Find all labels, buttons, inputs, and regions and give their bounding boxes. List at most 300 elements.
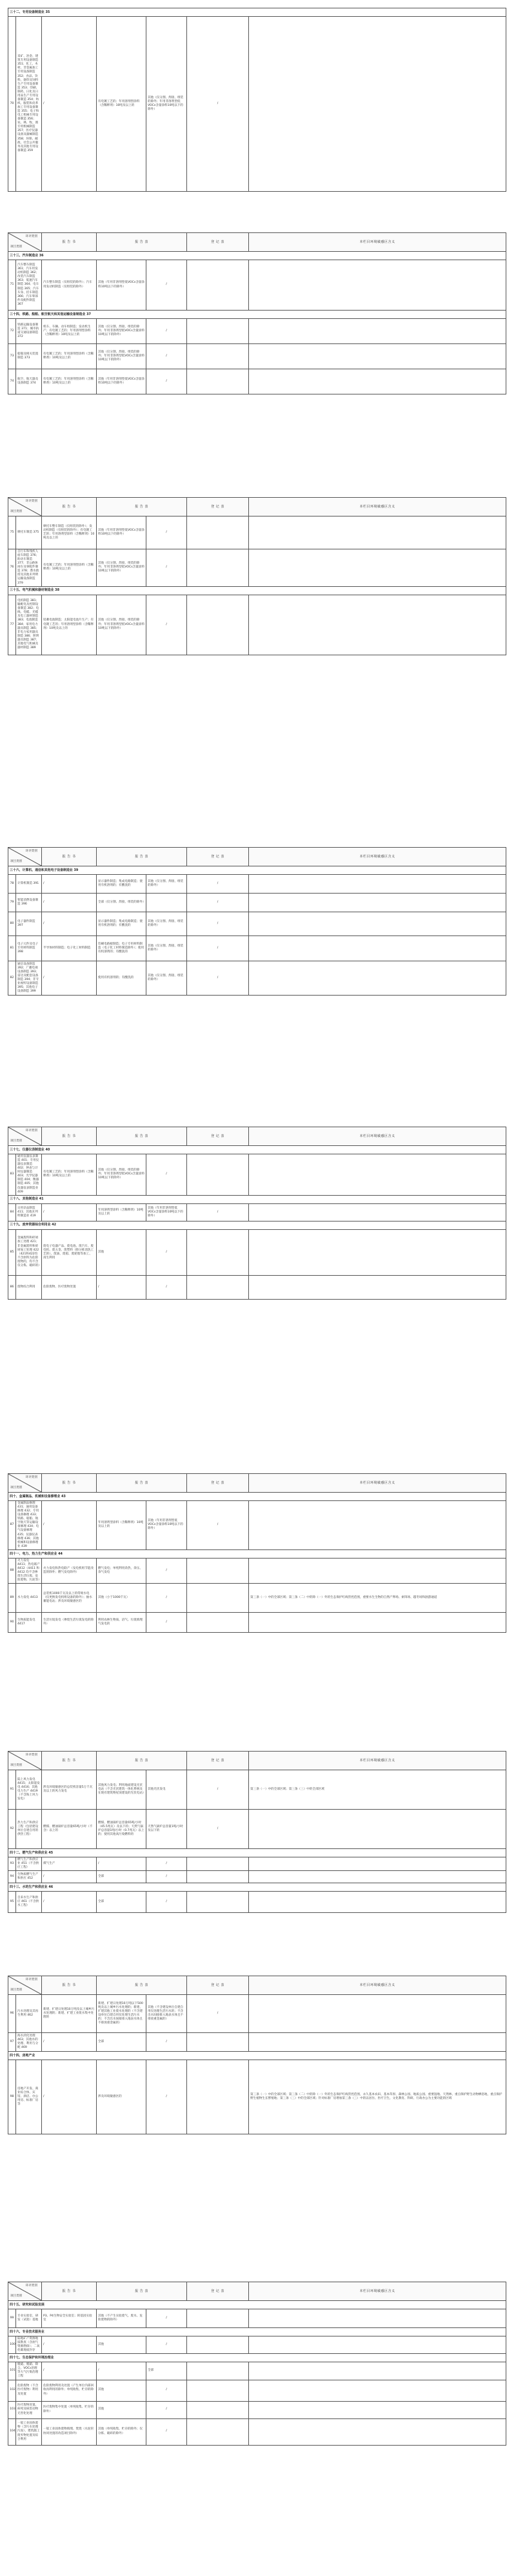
row-number: 98	[8, 2060, 16, 2134]
report-book-header: 报 告 书	[42, 1976, 97, 1995]
report-table-cell: 全部	[97, 1871, 146, 1883]
report-table-cell: 其他（不产生实验废气、废水、危险废物的除外）	[97, 2309, 146, 2328]
category-title: 四十五、研究和试验发展	[8, 2301, 506, 2309]
industry-name: 生物质燃气生产和供应 452	[16, 1871, 42, 1883]
report-book-cell: /	[42, 1501, 97, 1550]
sensitive-area-cell	[249, 1501, 506, 1550]
registration-cell: /	[187, 912, 249, 936]
industry-name: 电子器件制造 397	[16, 912, 42, 936]
report-book-cell: /	[42, 894, 97, 912]
category-title: 三十三、汽车制造业 36	[8, 252, 506, 260]
sensitive-area-cell	[249, 875, 506, 894]
report-book-cell: 煤气生产	[42, 1857, 97, 1871]
report-book-cell: /	[42, 1871, 97, 1883]
industry-name: 金属制品修理 431；通用设备修理 432；专用设备修理 433；铁路、船舶、航空航天等运输设备修理 434；电气设备修理 435；仪器仪表修理 436；其他机械和设备修理业 439	[16, 1501, 42, 1550]
report-table-cell: 全部	[97, 1892, 146, 1913]
diagonal-header-cell	[8, 233, 42, 252]
report-book-cell: P3、P4生物安全实验室；转基因实验室	[42, 2309, 97, 2328]
blank-cell	[187, 2309, 249, 2328]
sensitive-area-header: 本栏目环境敏感区含义	[249, 848, 506, 866]
category-row	[8, 252, 506, 260]
industry-name: 计算机制造 391	[16, 875, 42, 894]
report-book-cell: /	[42, 2060, 97, 2134]
category-title: 三十六、计算机、通信和其他电子设备制造业 39	[8, 866, 506, 875]
report-table-cell: 其他（仅分割、焊接、组装的除外；年用非溶剂型低VOCs含量涂料10吨以下的除外）	[97, 549, 146, 587]
row-number: 90	[8, 1613, 16, 1633]
row-number: 94	[8, 1871, 16, 1883]
registration-cell: /	[146, 2418, 187, 2445]
sensitive-area-cell	[249, 260, 506, 311]
table-row	[8, 1275, 506, 1299]
table-row	[8, 875, 506, 894]
blank-cell	[187, 344, 249, 369]
report-table-header: 报 告 表	[97, 1976, 187, 1995]
report-table-cell: 年用溶剂型涂料（含稀释剂）10吨及以上的	[97, 1203, 146, 1221]
category-row	[8, 1221, 506, 1229]
table-header-row	[8, 1976, 506, 1995]
report-book-cell: 生活垃圾发电（掺烧生活垃圾发电的除外）	[42, 1613, 97, 1633]
industry-name: 通信设备制造 392；广播电视设备制造 393；雷达及配套设备制造 394；非专业视听设备制造 395；其他电子设备制造 399	[16, 961, 42, 996]
table-row	[8, 2033, 506, 2052]
table-row	[8, 1770, 506, 1810]
report-table-header: 报 告 表	[97, 848, 187, 866]
report-table-cell: 其他	[97, 1229, 146, 1275]
item-category-label: 项目类别	[10, 1988, 23, 1992]
registration-cell: /	[187, 1203, 249, 1221]
sensitive-area-cell	[249, 1229, 506, 1275]
diagonal-header-cell	[8, 498, 42, 516]
sensitive-area-cell	[249, 961, 506, 996]
sensitive-area-header: 本栏目环境敏感区含义	[249, 2282, 506, 2301]
report-table-cell: 显示器件制造；集成电路制造；使用有机溶剂的；有酸洗的	[97, 912, 146, 936]
report-table-cell: 其他（仅分割、焊接、组装的除外；年用非溶剂型低VOCs含量涂料10吨以下的除外）	[97, 595, 146, 655]
category-row	[8, 1195, 506, 1203]
sensitive-area-cell	[249, 17, 506, 192]
table-row	[8, 1501, 506, 1550]
sensitive-area-cell: 第三条（一）中的全部区域；第三条（二）中的除（一）外的生态保护红线管控范围，重要水生生物的自然产卵场、索饵场、越冬场和洄游通道	[249, 1584, 506, 1613]
category-row	[8, 2052, 506, 2060]
sensitive-area-header: 本栏目环境敏感区含义	[249, 498, 506, 516]
report-book-cell: 医疗废物集中处置（单纯收集、贮存的除外）	[42, 2401, 97, 2418]
category-title: 四十一、电力、热力生产和供应业 44	[8, 1549, 506, 1558]
blank-cell	[187, 319, 249, 344]
registration-cell: /	[146, 1857, 187, 1871]
sensitive-area-cell	[249, 1203, 506, 1221]
sensitive-area-cell	[249, 1857, 506, 1871]
industry-name: 船舶及相关装置制造 373	[16, 344, 42, 369]
table-row	[8, 260, 506, 311]
sensitive-area-cell	[249, 2033, 506, 2052]
industry-name: 航空、航天器及设备制造 374	[16, 369, 42, 394]
sensitive-area-cell	[249, 2380, 506, 2401]
env-category-label: 环评类别	[25, 500, 37, 503]
table-row	[8, 1203, 506, 1221]
industry-name: 生物质能发电 4417	[16, 1613, 42, 1633]
table-row	[8, 1613, 506, 1633]
blank-cell	[187, 1558, 249, 1583]
table-row	[8, 1892, 506, 1913]
report-table-cell: 全部	[97, 2033, 146, 2052]
category-row	[8, 311, 506, 319]
row-number: 70	[8, 17, 16, 192]
row-number: 81	[8, 936, 16, 961]
industry-name: 热力生产和供应工程（包括建设单位自建自用的供热工程）	[16, 1810, 42, 1849]
item-category-label: 项目类别	[10, 859, 23, 863]
blank-cell	[187, 1613, 249, 1633]
registration-cell: /	[146, 595, 187, 655]
blank-cell	[187, 516, 249, 549]
industry-name: 火力发电 4411；热电联产 4412（4411 和 4412 均不含掺烧生活垃圾、危险废物、污泥等）	[16, 1558, 42, 1583]
report-book-header: 报 告 书	[42, 1752, 97, 1770]
industry-name: 燃气生产和供应业 451（不含供应工程）	[16, 1857, 42, 1871]
report-table-cell: 其他（年用非溶剂型低VOCs含量涂料10吨以下的除外）	[97, 516, 146, 549]
report-table-extra-cell: 其他（仅分割、焊接、组装的除外）	[146, 961, 187, 996]
report-book-cell: /	[42, 2362, 97, 2380]
report-table-cell: 其他（仅分割、焊接、组装的除外；年用非溶剂型低VOCs含量涂料10吨以下的除外）	[97, 319, 146, 344]
blank-cell	[187, 595, 249, 655]
table-row	[8, 1584, 506, 1613]
sensitive-area-cell	[249, 936, 506, 961]
table-row	[8, 961, 506, 996]
category-row	[8, 1549, 506, 1558]
report-table-cell: 燃气发电；单纯利用余热、余压、余气发电	[97, 1558, 146, 1583]
industry-name: 铁路运输设备制造 371；城市轨道交通设备制造 372	[16, 319, 42, 344]
sensitive-area-cell: 第三条（一）中的全部区域；第三条（三）中的全部区域	[249, 1770, 506, 1810]
sensitive-area-cell	[249, 2401, 506, 2418]
table-row	[8, 516, 506, 549]
category-title: 三十七、仪器仪表制造业 40	[8, 1146, 506, 1154]
blank-cell	[187, 2362, 249, 2380]
registration-cell: /	[146, 1871, 187, 1883]
row-number: 92	[8, 1810, 16, 1849]
row-number: 104	[8, 2418, 16, 2445]
report-table-cell: 其他（仅分割、焊接、组装的除外；年用非溶剂型低VOCs含量涂料10吨以下的除外）	[97, 344, 146, 369]
classification-table	[8, 8, 506, 192]
report-table-extra-cell: 其他光伏发电	[146, 1770, 187, 1810]
table-row	[8, 2362, 506, 2380]
report-table-extra-cell: 其他（仅分割、焊接、组装的除外）	[146, 936, 187, 961]
registration-cell: /	[146, 344, 187, 369]
category-row	[8, 1883, 506, 1892]
industry-name: 医疗废物处置、病死及病害动物无害化处理	[16, 2401, 42, 2418]
category-title: 三十二、专用设备制造业 35	[8, 8, 506, 17]
report-book-cell: 汽车整车制造（仅组装的除外）；汽车用发动机制造（仅组装的除外）	[42, 260, 97, 311]
row-number: 99	[8, 2309, 16, 2328]
report-table-extra-cell	[146, 894, 187, 912]
industry-name: 自行车和残疾人座车制造 376；助动车制造 377；非公路休闲车及零配件制造 378；潜水救捞及其他未列明运输设备制造 379	[16, 549, 42, 587]
registration-cell: /	[146, 1154, 187, 1196]
blank-cell	[187, 1892, 249, 1913]
report-book-cell: 火力发电和热电联产（发电机组节能改造的除外；燃气发电除外）	[42, 1558, 97, 1583]
row-number: 96	[8, 1995, 16, 2033]
report-book-cell: 有电镀工艺的；年用溶剂型涂料（含稀释剂）10吨及以上的	[42, 549, 97, 587]
table-row	[8, 936, 506, 961]
category-row	[8, 8, 506, 17]
sensitive-area-cell	[249, 595, 506, 655]
industry-name: 一般工业固体废物（含污水处理污泥）、建筑施工废弃物处置及综合利用	[16, 2418, 42, 2445]
row-number: 97	[8, 2033, 16, 2052]
blank-cell	[187, 2401, 249, 2418]
report-table-extra-cell: 其他（年用非溶剂型低VOCs含量涂料10吨以下的除外）	[146, 1501, 187, 1550]
registration-cell: /	[146, 2380, 187, 2401]
report-book-header: 报 告 书	[42, 233, 97, 252]
table-row	[8, 1229, 506, 1275]
row-number: 82	[8, 961, 16, 996]
registration-header: 登 记 表	[187, 498, 249, 516]
registration-cell: /	[187, 894, 249, 912]
report-book-header: 报 告 书	[42, 848, 97, 866]
registration-header: 登 记 表	[187, 1474, 249, 1493]
sensitive-area-header: 本栏目环境敏感区含义	[249, 1752, 506, 1770]
registration-cell: /	[187, 875, 249, 894]
report-book-cell: 半导体材料制造；电子化工材料制造	[42, 936, 97, 961]
diagonal-header-cell	[8, 848, 42, 866]
category-row	[8, 586, 506, 595]
diagonal-header-cell	[8, 1474, 42, 1493]
table-row	[8, 2060, 506, 2134]
registration-header: 登 记 表	[187, 848, 249, 866]
report-table-cell: 其他（小于1000千瓦）	[97, 1584, 146, 1613]
report-table-extra-cell: 天然气锅炉总容量1吨/小时及以下的	[146, 1810, 187, 1849]
item-category-label: 项目类别	[10, 1486, 23, 1489]
report-book-cell: 危险废物、医疗废物处置	[42, 1275, 97, 1299]
diagonal-header-cell	[8, 1752, 42, 1770]
industry-name: 陆地矿产资源地质勘查（含油气资源勘探）；二氧化碳地质封存	[16, 2336, 42, 2354]
item-category-label: 项目类别	[10, 245, 23, 249]
row-number: 71	[8, 260, 16, 311]
row-number: 79	[8, 894, 16, 912]
sensitive-area-cell	[249, 2336, 506, 2354]
report-book-cell: 铅蓄电池制造；太阳能电池片生产；有电镀工艺的；年用溶剂型涂料（含稀释剂）10吨及以上的	[42, 595, 97, 655]
report-book-cell: 总装机1000千瓦及以上的常规水电（仅更换发电机组设备的除外）；抽水蓄能电站；涉及环境敏感区的	[42, 1584, 97, 1613]
table-row	[8, 1810, 506, 1849]
sensitive-area-cell	[249, 1154, 506, 1196]
report-table-cell: /	[97, 2362, 146, 2380]
report-book-cell: /	[42, 2033, 97, 2052]
category-row	[8, 866, 506, 875]
diagonal-header-cell	[8, 1127, 42, 1146]
report-book-cell: 新建、扩建日处理10万吨及以上城乡污水处理的；新建、扩建工业废水集中处理的	[42, 1995, 97, 2033]
report-table-cell: 其他（年用非溶剂型低VOCs含量涂料10吨以下的除外）	[97, 260, 146, 311]
sensitive-area-cell	[249, 894, 506, 912]
sensitive-area-cell	[249, 1995, 506, 2033]
report-table-extra-cell: 其他（仅分割、焊接、组装的除外）	[146, 875, 187, 894]
industry-name: 陆上风力发电 4415；太阳能发电 4416；其他电力生产 4419（不含海上风力发电）	[16, 1770, 42, 1810]
registration-cell: /	[146, 369, 187, 394]
row-number: 78	[8, 875, 16, 894]
row-number: 72	[8, 319, 16, 344]
registration-cell: /	[146, 260, 187, 311]
table-row	[8, 549, 506, 587]
sensitive-area-cell: 第三条（一）中的全部区域；第三条（二）中的除（一）外的生态保护红线管控范围，永久基本农田、基本草原、森林公园、地质公园、重要湿地、天然林、重点保护野生动物栖息地，重点保护野生植物生长繁殖地；第三条（三）中的全部区域；针对标准厂房增加第三条（三）中的以居住、医疗卫生、文化教育、科研、行政办公为主要功能的区域	[249, 2060, 506, 2134]
table-header-row	[8, 1474, 506, 1493]
table-header-row	[8, 1127, 506, 1146]
category-title: 四十三、水的生产和供应业 46	[8, 1883, 506, 1892]
category-title: 三十四、铁路、船舶、航空航天和其他运输设备制造业 37	[8, 311, 506, 319]
report-book-cell: /	[42, 875, 97, 894]
blank-cell	[187, 1871, 249, 1883]
classification-table	[8, 497, 506, 655]
report-table-cell: /	[97, 1857, 146, 1871]
table-header-row	[8, 233, 506, 252]
registration-cell: /	[146, 1584, 187, 1613]
classification-table	[8, 2282, 506, 2446]
category-title: 四十二、燃气生产和供应业 45	[8, 1849, 506, 1857]
registration-cell: /	[146, 1613, 187, 1633]
report-book-cell: 有电镀工艺的；年用溶剂型涂料（含稀释剂）10吨及以上的	[42, 344, 97, 369]
env-category-label: 环评类别	[25, 1476, 37, 1479]
blank-cell	[187, 1857, 249, 1871]
report-table-extra-cell: 其他（年用非溶剂型低VOCs含量涂料10吨以下的除外）	[146, 1203, 187, 1221]
table-row	[8, 2309, 506, 2328]
registration-cell: /	[146, 2336, 187, 2354]
report-book-cell: 一般工业固体废物填埋、焚烧（水泥窑协同处置的改造项目除外）	[42, 2418, 97, 2445]
blank-cell	[187, 260, 249, 311]
category-row	[8, 2301, 506, 2309]
category-title: 四十四、房地产业	[8, 2052, 506, 2060]
sensitive-area-cell	[249, 1871, 506, 1883]
industry-name: 废物综合利用	[16, 1275, 42, 1299]
sensitive-area-cell	[249, 516, 506, 549]
sensitive-area-cell	[249, 2362, 506, 2380]
env-category-label: 环评类别	[25, 1978, 37, 1981]
report-book-cell: /	[42, 961, 97, 996]
report-table-header: 报 告 表	[97, 1752, 187, 1770]
report-book-cell: 危险废物利用及处置（产生单位内部回收再利用的除外；单纯收集、贮存的除外）	[42, 2380, 97, 2401]
report-table-header: 报 告 表	[97, 1474, 187, 1493]
report-table-cell: 新建、扩建日处理10万吨以下500吨及以上城乡污水处理的；新建、扩建其他工业废水处理的（不含建设单位自建自用仅处理生活污水的；不含出水间接排入地表水体且不排放重金属的）	[97, 1995, 146, 2033]
report-table-cell: 其他（单纯收集、贮存的除外；仅分拣、破碎的除外）	[97, 2418, 146, 2445]
report-book-cell: /	[42, 912, 97, 936]
report-table-cell: 其他	[97, 2380, 146, 2401]
registration-cell: /	[146, 2033, 187, 2052]
row-number: 91	[8, 1770, 16, 1810]
sensitive-area-cell	[249, 2309, 506, 2328]
report-table-header: 报 告 表	[97, 1127, 187, 1146]
report-table-cell: 其他（仅分割、焊接、组装的除外；年用非溶剂型低VOCs含量涂料10吨以下的除外）	[97, 1154, 146, 1196]
sensitive-area-cell	[249, 369, 506, 394]
row-number: 95	[8, 1892, 16, 1913]
category-row	[8, 1849, 506, 1857]
report-book-header: 报 告 书	[42, 498, 97, 516]
table-row	[8, 1995, 506, 2033]
classification-table	[8, 1976, 506, 2134]
report-table-cell: 其他风力发电；利用地面建设光伏电站（不含光伏建筑一体化系统及在现有建筑物屋顶建设的光伏电站）	[97, 1770, 146, 1810]
sensitive-area-header: 本栏目环境敏感区含义	[249, 1127, 506, 1146]
row-number: 76	[8, 549, 16, 587]
industry-name: 专业实验室、研发（试验）基地	[16, 2309, 42, 2328]
report-table-extra-cell: 其他（仅分割、焊接、组装的除外）	[146, 912, 187, 936]
table-row	[8, 595, 506, 655]
registration-cell: /	[187, 1501, 249, 1550]
industry-name: 危险废物（不含医疗废物）利用及处置	[16, 2380, 42, 2401]
table-header-row	[8, 1752, 506, 1770]
table-row	[8, 319, 506, 344]
category-title: 三十九、废弃资源综合利用业 42	[8, 1221, 506, 1229]
blank-cell	[187, 2033, 249, 2052]
report-table-cell: 涉及环境敏感区的	[97, 2060, 146, 2134]
registration-cell: /	[187, 936, 249, 961]
category-title: 四十七、生态保护和环境治理业	[8, 2354, 506, 2362]
blank-cell	[187, 369, 249, 394]
sensitive-area-cell	[249, 1810, 506, 1849]
blank-cell	[187, 2336, 249, 2354]
table-row	[8, 912, 506, 936]
table-row	[8, 369, 506, 394]
report-book-cell: 有电镀工艺的；年用溶剂型涂料（含稀释剂）10吨及以上的	[42, 1154, 97, 1196]
report-book-cell: 涉及环境敏感区的总装机容量5万千瓦及以上的风力发电	[42, 1770, 97, 1810]
row-number: 89	[8, 1584, 16, 1613]
sensitive-area-header: 本栏目环境敏感区含义	[249, 233, 506, 252]
sensitive-area-header: 本栏目环境敏感区含义	[249, 1474, 506, 1493]
row-number: 85	[8, 1229, 16, 1275]
table-row	[8, 17, 506, 192]
blank-cell	[187, 2380, 249, 2401]
registration-cell: /	[146, 1275, 187, 1299]
report-book-cell: 燃煤、燃油锅炉总容量65吨/小时（不含）以上的	[42, 1810, 97, 1849]
table-row	[8, 1558, 506, 1583]
table-row	[8, 2336, 506, 2354]
item-category-label: 项目类别	[10, 1139, 23, 1143]
env-category-label: 环评类别	[25, 850, 37, 853]
classification-table	[8, 1127, 506, 1300]
report-table-cell: 使用有机溶剂的；有酸洗的	[97, 961, 146, 996]
registration-cell: /	[146, 1229, 187, 1275]
report-book-cell: 有电镀工艺的；年用溶剂型涂料（含稀释剂）10吨及以上的	[42, 369, 97, 394]
report-book-header: 报 告 书	[42, 1127, 97, 1146]
industry-name: 日用杂品制造 411；其他未列明制造业 419	[16, 1203, 42, 1221]
sensitive-area-cell	[249, 1613, 506, 1633]
row-number: 103	[8, 2401, 16, 2418]
blank-cell	[187, 2418, 249, 2445]
sensitive-area-cell	[249, 319, 506, 344]
sensitive-area-cell	[249, 1275, 506, 1299]
table-row	[8, 894, 506, 912]
env-category-label: 环评类别	[25, 1129, 37, 1132]
report-table-cell: 年用溶剂型涂料（含稀释剂）10吨及以上的	[97, 1501, 146, 1550]
classification-table	[8, 232, 506, 394]
item-category-label: 项目类别	[10, 2294, 23, 2298]
blank-cell	[187, 1229, 249, 1275]
registration-header: 登 记 表	[187, 1127, 249, 1146]
registration-cell: /	[187, 1995, 249, 2033]
blank-cell	[187, 1154, 249, 1196]
industry-name: 金属废料和碎屑加工处理 421；非金属废料和碎屑加工处理 422（421和422均不含原料为危险废物的，均不含仅分拣、破碎的）	[16, 1229, 42, 1275]
category-title: 三十五、电气机械和器材制造业 38	[8, 586, 506, 595]
row-number: 88	[8, 1558, 16, 1583]
row-number: 101	[8, 2362, 16, 2380]
env-category-label: 环评类别	[25, 1753, 37, 1757]
report-table-cell: 利用农林生物质、沼气、垃圾填埋气发电的	[97, 1613, 146, 1633]
registration-cell: /	[146, 319, 187, 344]
industry-name: 自来水生产和供应 461（不含供水工程）	[16, 1892, 42, 1913]
table-row	[8, 2418, 506, 2445]
report-book-cell: /	[42, 1203, 97, 1221]
sensitive-area-header: 本栏目环境敏感区含义	[249, 1976, 506, 1995]
category-row	[8, 2328, 506, 2336]
item-category-label: 项目类别	[10, 1763, 23, 1767]
category-row	[8, 2354, 506, 2362]
row-number: 74	[8, 369, 16, 394]
report-book-cell: 废电子电器产品、废电池、废汽车、废电机、废五金、废塑料（除分拣清洗工艺的）、废油、废船、废轮胎等加工、再生利用	[42, 1229, 97, 1275]
registration-cell: /	[187, 961, 249, 996]
category-title: 四十、金属制品、机械和设备修理业 43	[8, 1493, 506, 1501]
sensitive-area-cell	[249, 1892, 506, 1913]
report-book-cell: 机车、车辆、动车组制造；发动机生产；有电镀工艺的；年用溶剂型涂料（含稀释剂）10吨及以上的	[42, 319, 97, 344]
report-book-header: 报 告 书	[42, 2282, 97, 2301]
report-book-cell: 摩托车整车制造（仅组装的除外）；发动机制造（仅组装的除外）；有电镀工艺的；年用溶剂型涂料（含稀释剂）10吨及以上的	[42, 516, 97, 549]
report-table-cell: /	[97, 1275, 146, 1299]
